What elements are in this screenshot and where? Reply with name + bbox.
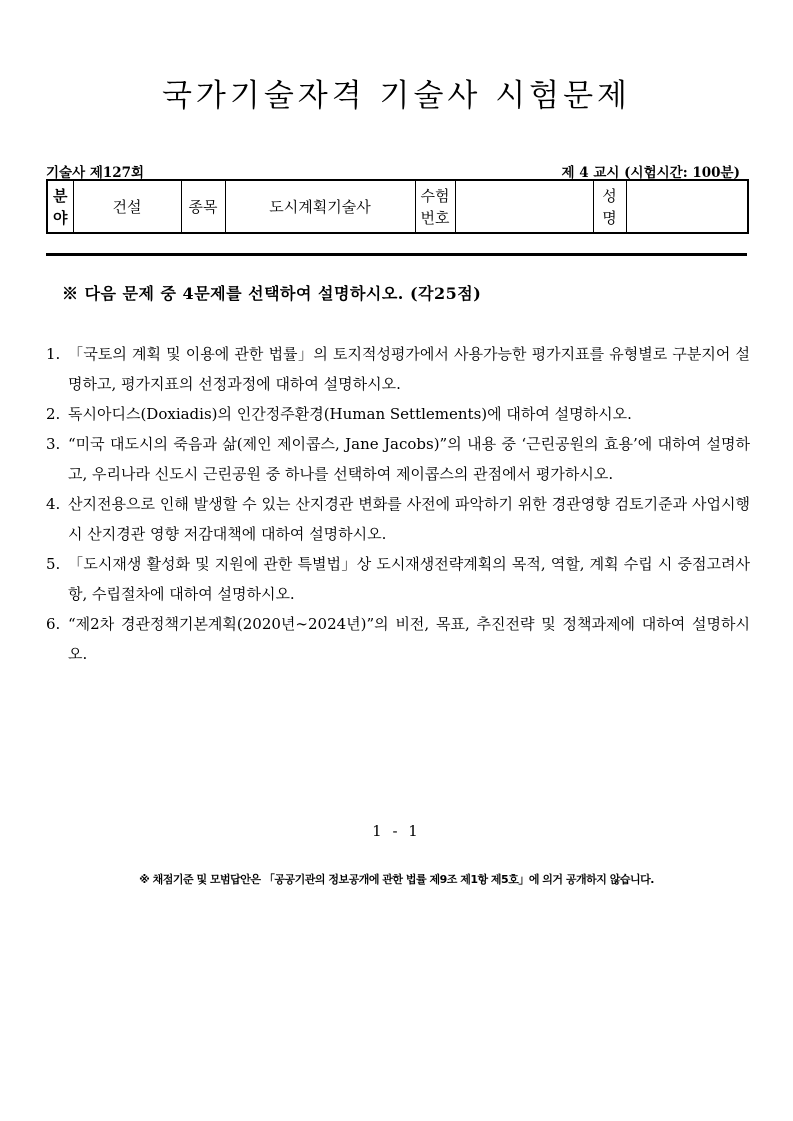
category-label: 종목 [181, 180, 225, 233]
question-item [46, 609, 750, 669]
question-item [46, 399, 750, 429]
field-value: 건설 [73, 180, 181, 233]
question-text: “미국 대도시의 죽음과 삶(제인 제이콥스, Jane Jacobs)”의 내용 중 ‘근린공원의 효용’에 대하여 설명하고, 우리나라 신도시 근린공원 중 하나를 선택하여 제이콥스의 관점에서 평가하시오. [68, 435, 750, 483]
question-number: 6. [46, 615, 61, 633]
session-info: 제 4 교시 (시험시간: 100분) [561, 165, 740, 181]
question-item [46, 339, 750, 399]
exam-round: 기술사 제127회 [46, 165, 145, 181]
category-value: 도시계획기술사 [225, 180, 415, 233]
question-text: 「국토의 계획 및 이용에 관한 법률」의 토지적성평가에서 사용가능한 평가지표를 유형별로 구분지어 설명하고, 평가지표의 선정과정에 대하여 설명하시오. [68, 345, 750, 393]
question-item [46, 549, 750, 609]
disclosure-notice: ※ 채점기준 및 모범답안은 「공공기관의 정보공개에 관한 법률 제9조 제1항 제5호」에 의거 공개하지 않습니다. [139, 873, 654, 886]
question-text: 산지전용으로 인해 발생할 수 있는 산지경관 변화를 사전에 파악하기 위한 경관영향 검토기준과 사업시행 시 산지경관 영향 저감대책에 대하여 설명하시오. [68, 495, 750, 543]
question-number: 1. [46, 345, 61, 363]
exam-title: 국가기술자격 기술사 시험문제 [161, 78, 631, 114]
question-item [46, 429, 750, 489]
exam-no-label-2: 번호 [420, 208, 450, 227]
question-item [46, 489, 750, 549]
exam-info-table [46, 179, 749, 234]
question-number: 4. [46, 495, 61, 513]
question-text: 독시아디스(Doxiadis)의 인간정주환경(Human Settlements)에 대하여 설명하시오. [68, 405, 632, 423]
question-list [46, 339, 750, 669]
page-number: 1 - 1 [372, 822, 421, 840]
question-text: “제2차 경관정책기본계획(2020년∼2024년)”의 비전, 목표, 추진전략 및 정책과제에 대하여 설명하시오. [68, 615, 750, 663]
question-number: 3. [46, 435, 61, 453]
name-field[interactable] [626, 180, 748, 233]
question-text: 「도시재생 활성화 및 지원에 관한 특별법」상 도시재생전략계획의 목적, 역할, 계획 수립 시 중점고려사항, 수립절차에 대하여 설명하시오. [68, 555, 750, 603]
field-label-2: 야 [53, 208, 68, 227]
question-number: 2. [46, 405, 61, 423]
exam-no-label-cell [415, 180, 455, 233]
name-label-1: 성 [602, 186, 617, 205]
name-label-cell [593, 180, 626, 233]
exam-header [46, 161, 746, 179]
field-label-1: 분 [53, 186, 68, 205]
field-label-cell [47, 180, 73, 233]
name-label-2: 명 [602, 208, 617, 227]
instruction-text: ※ 다음 문제 중 4문제를 선택하여 설명하시오. (각25점) [62, 284, 482, 303]
divider-rule [46, 253, 747, 256]
exam-no-label-1: 수험 [420, 186, 450, 205]
question-number: 5. [46, 555, 61, 573]
exam-no-field[interactable] [455, 180, 593, 233]
